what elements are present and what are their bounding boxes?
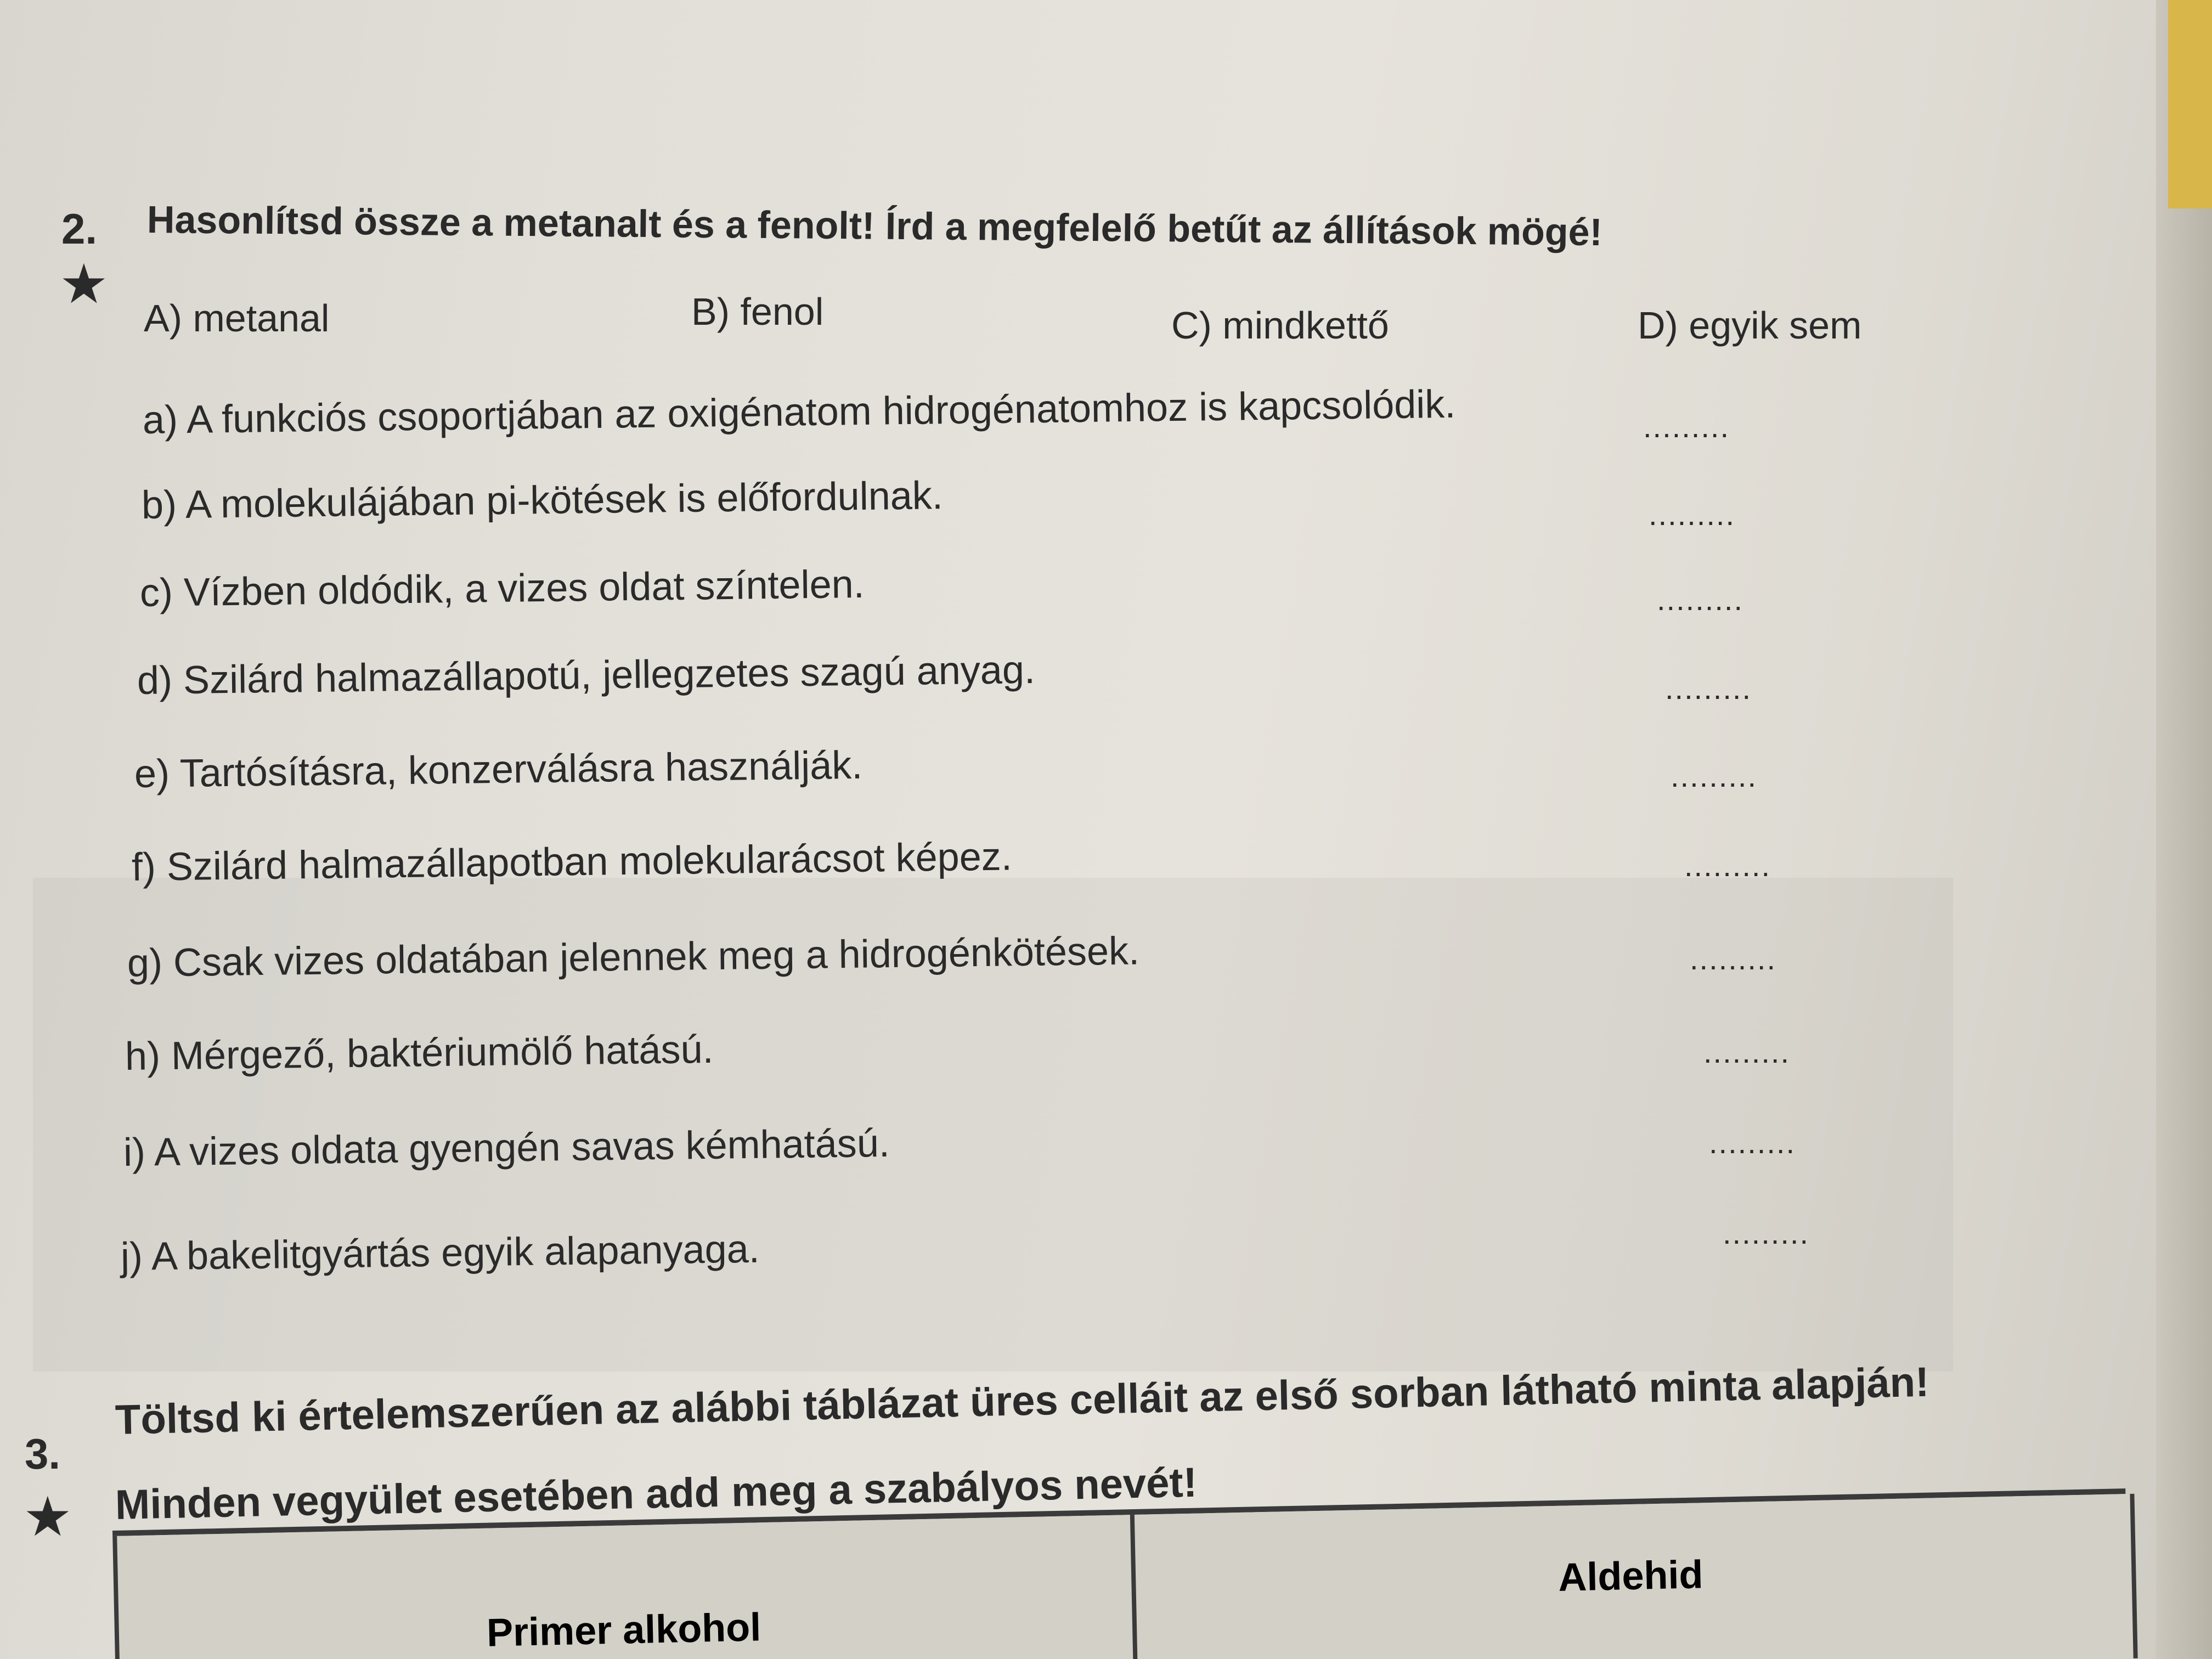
answer-blank-a[interactable]: ......... bbox=[1643, 409, 1730, 444]
table-header-cell bbox=[112, 1515, 1138, 1659]
star-icon: ★ bbox=[23, 1486, 72, 1548]
exercise-number: 2. bbox=[61, 205, 98, 253]
statement-e: e) Tartósításra, konzerválásra használják. bbox=[134, 743, 863, 796]
option-b: B) fenol bbox=[691, 290, 824, 333]
star-icon: ★ bbox=[59, 253, 109, 315]
answer-blank-h[interactable]: ......... bbox=[1703, 1035, 1791, 1069]
answer-blank-f[interactable]: ......... bbox=[1684, 848, 1771, 883]
statement-h: h) Mérgező, baktériumölő hatású. bbox=[125, 1027, 714, 1079]
statement-c: c) Vízben oldódik, a vizes oldat színtelen. bbox=[139, 562, 865, 615]
answer-blank-b[interactable]: ......... bbox=[1649, 497, 1736, 532]
exercise-title-line-2: Minden vegyület esetében add meg a szabályos nevét! bbox=[115, 1459, 1198, 1528]
answer-blank-d[interactable]: ......... bbox=[1665, 671, 1752, 706]
answer-blank-c[interactable]: ......... bbox=[1657, 582, 1744, 617]
statement-d: d) Szilárd halmazállapotú, jellegzetes szagú anyag. bbox=[137, 648, 1036, 703]
option-c: C) mindkettő bbox=[1171, 304, 1389, 347]
option-a: A) metanal bbox=[144, 297, 330, 340]
statement-i: i) A vizes oldata gyengén savas kémhatású. bbox=[123, 1121, 890, 1175]
answer-blank-g[interactable]: ......... bbox=[1690, 941, 1777, 976]
option-d: D) egyik sem bbox=[1638, 304, 1862, 347]
table-header-primary-alcohol: Primer alkohol bbox=[486, 1605, 761, 1655]
page-edge bbox=[2156, 0, 2212, 1659]
exercise-title-line-1: Töltsd ki értelemszerűen az alábbi táblázat üres celláit az első sorban látható minta alapján! bbox=[115, 1358, 1930, 1443]
statement-b: b) A molekulájában pi-kötések is előfordulnak. bbox=[141, 473, 944, 527]
table-header-cell bbox=[1130, 1494, 2138, 1659]
answer-blank-i[interactable]: ......... bbox=[1709, 1125, 1796, 1160]
answer-blank-j[interactable]: ......... bbox=[1723, 1216, 1810, 1250]
statement-g: g) Csak vizes oldatában jelennek meg a hidrogénkötések. bbox=[127, 929, 1140, 985]
exercise-number: 3. bbox=[25, 1430, 61, 1478]
answer-blank-e[interactable]: ......... bbox=[1671, 759, 1758, 793]
statement-j: j) A bakelitgyártás egyik alapanyaga. bbox=[120, 1227, 760, 1279]
background-object bbox=[2168, 0, 2212, 208]
exercise-title: Hasonlítsd össze a metanalt és a fenolt! Írd a megfelelő betűt az állítások mögé! bbox=[146, 198, 1603, 254]
statement-f: f) Szilárd halmazállapotban molekularácsot képez. bbox=[131, 834, 1013, 889]
table-header-aldehyde: Aldehid bbox=[1558, 1553, 1704, 1600]
statement-a: a) A funkciós csoportjában az oxigénatom hidrogénatomhoz is kapcsolódik. bbox=[142, 382, 1456, 442]
